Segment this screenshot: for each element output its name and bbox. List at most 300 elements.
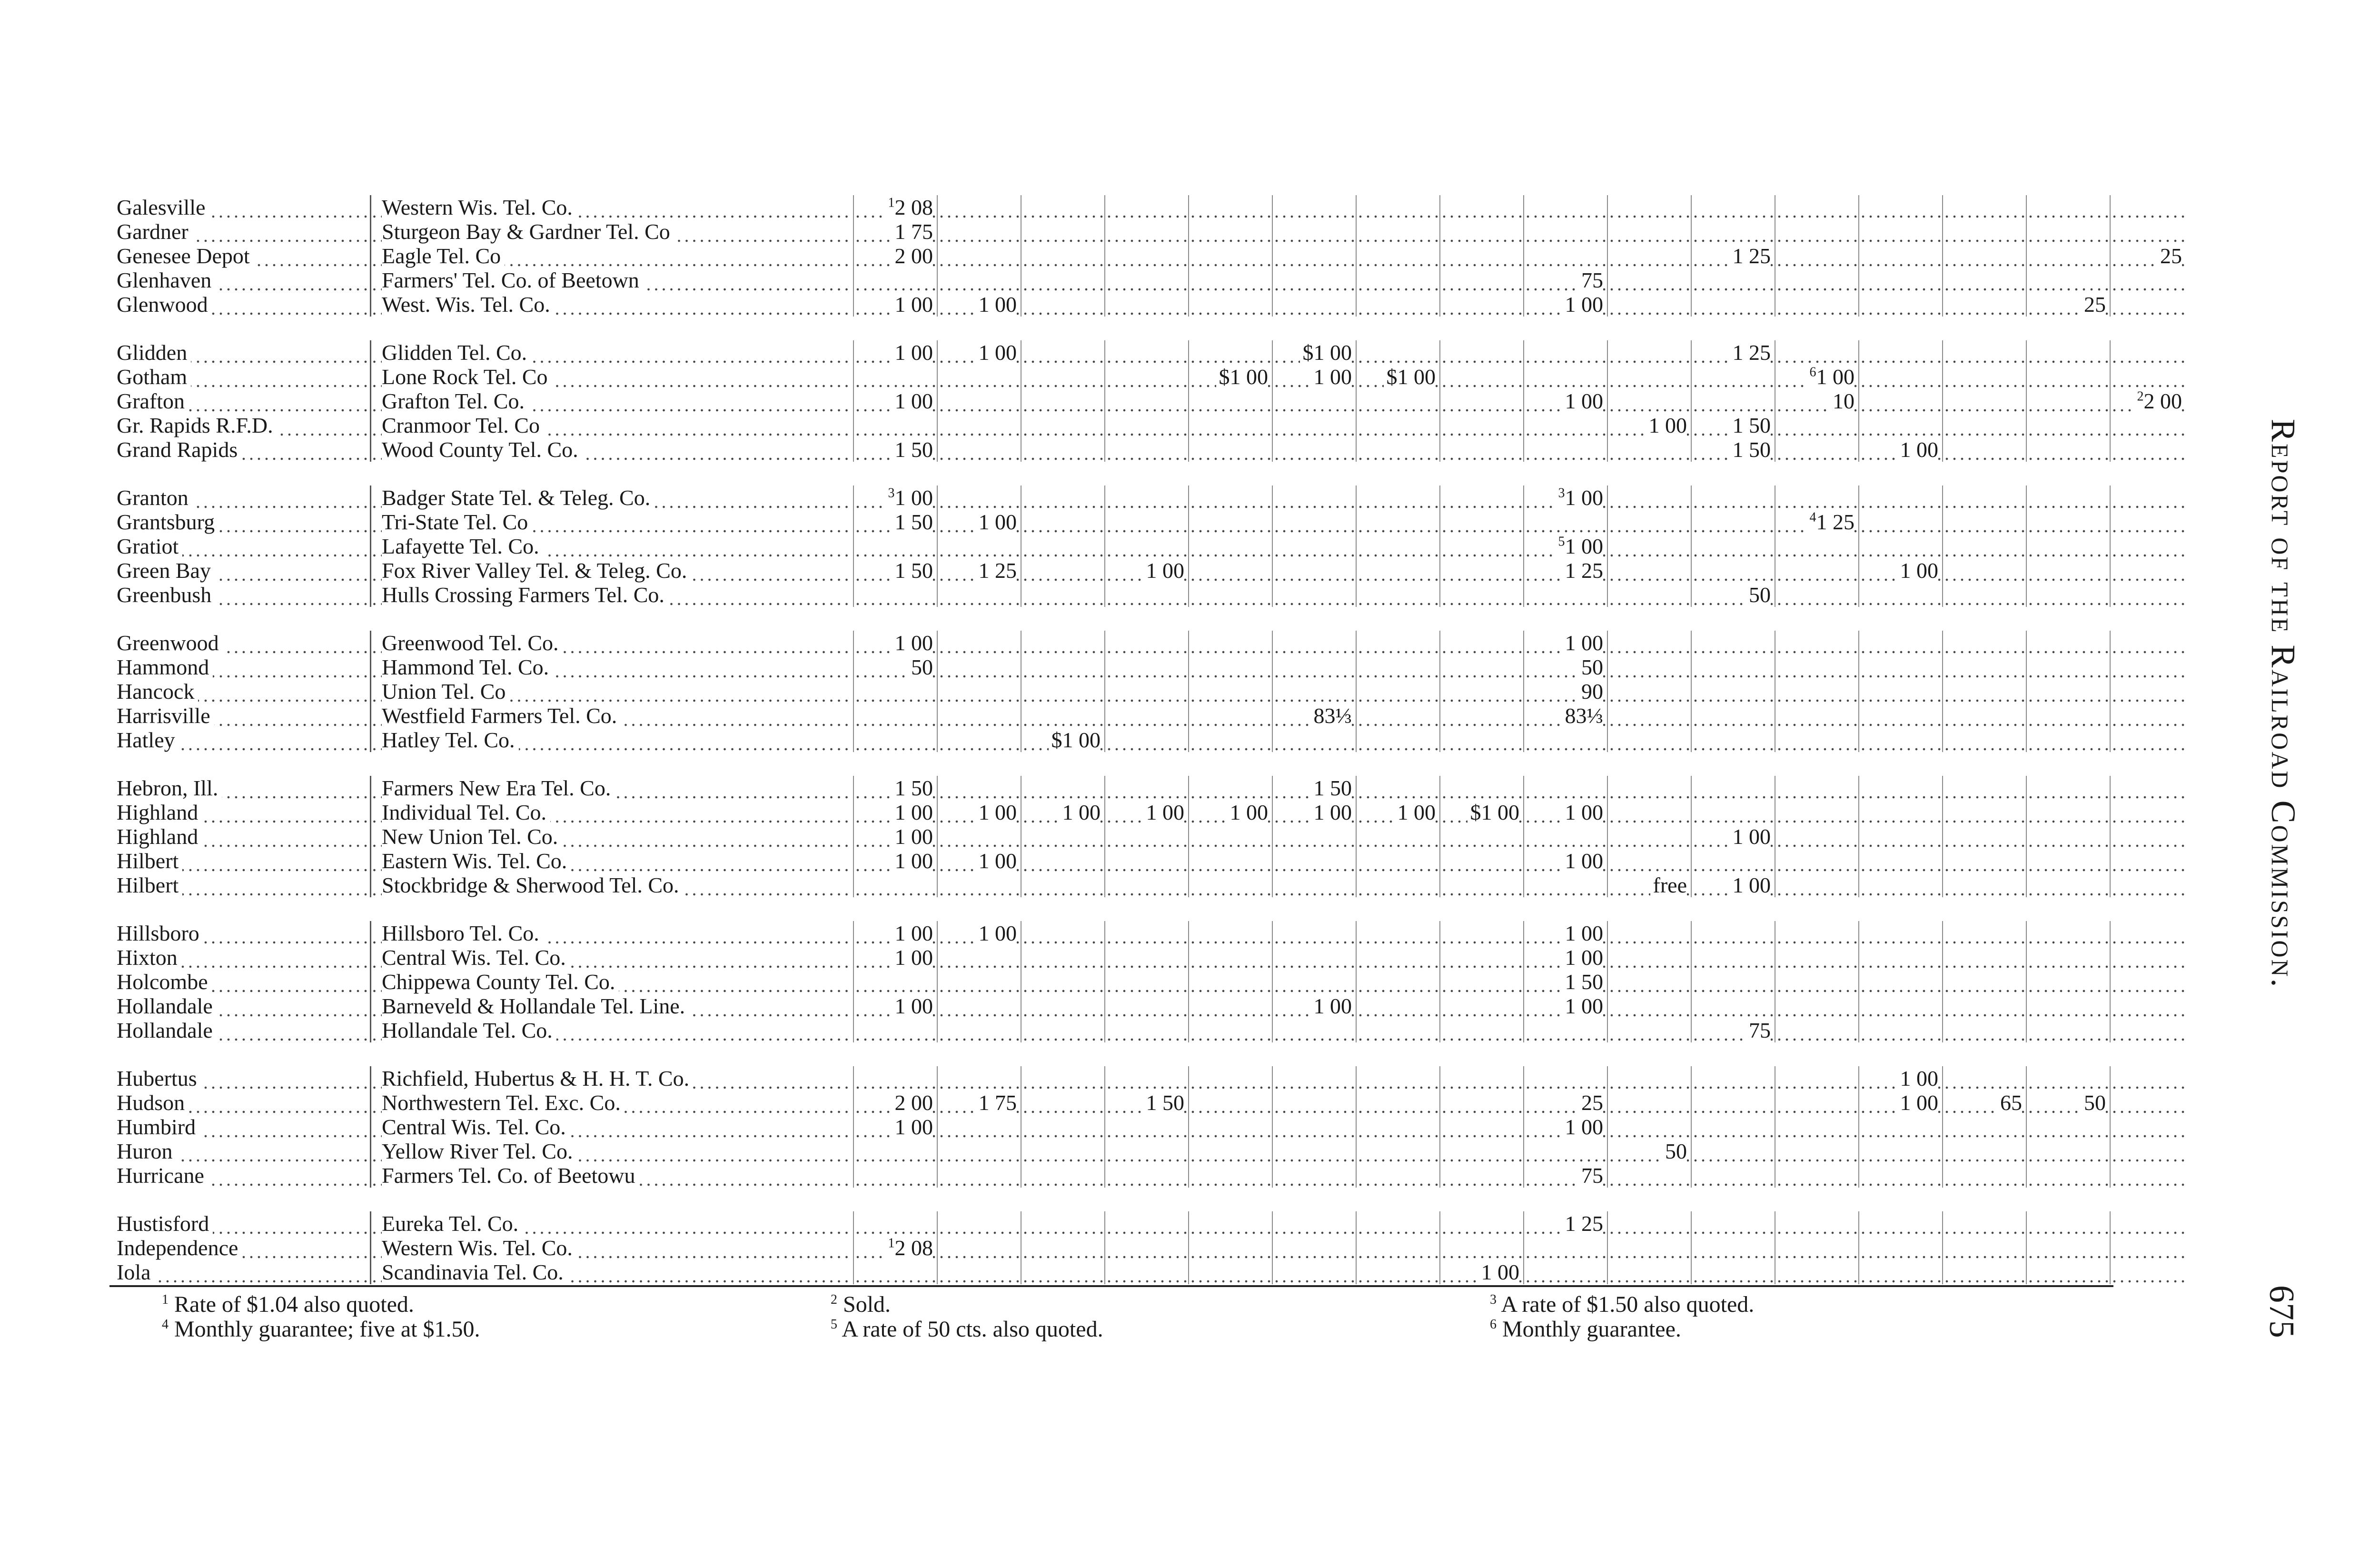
rate-cell <box>1440 195 1524 219</box>
rate-cell <box>2110 195 2186 219</box>
rate-cell <box>1356 1090 1440 1115</box>
rate-cell <box>1607 244 1691 268</box>
rate-cell <box>1775 510 1859 534</box>
rate-cell <box>1607 679 1691 704</box>
rate-value: 1 00 <box>978 510 1017 534</box>
place-name: Harrisville <box>109 704 371 728</box>
company-name: Grafton Tel. Co. <box>371 389 854 413</box>
company-name: Lone Rock Tel. Co <box>371 365 854 389</box>
company-name: Tri-State Tel. Co <box>371 510 854 534</box>
rate-cell <box>1524 873 1607 897</box>
table-row <box>109 558 2186 583</box>
rate-cell <box>1775 1260 1859 1284</box>
rate-value: 90 <box>1581 679 1603 704</box>
place-name: Iola <box>109 1260 371 1284</box>
rate-cell <box>937 631 1021 655</box>
rate-value: 1 00 <box>978 921 1017 945</box>
rate-cell <box>937 728 1021 752</box>
company-name: Hulls Crossing Farmers Tel. Co. <box>371 583 854 607</box>
rate-cell <box>1189 1163 1272 1188</box>
rate-cell <box>1859 1211 1943 1236</box>
place-name: Gr. Rapids R.F.D. <box>109 413 371 437</box>
rate-value: 50 <box>1665 1139 1687 1163</box>
rate-cell <box>1440 655 1524 679</box>
rate-cell <box>2026 486 2110 510</box>
rate-cell <box>2110 340 2186 365</box>
rate-cell <box>853 219 937 244</box>
rate-cell <box>1607 268 1691 292</box>
rate-cell <box>1859 945 1943 970</box>
rate-cell <box>937 534 1021 558</box>
company-name: Wood County Tel. Co. <box>371 437 854 462</box>
rate-cell <box>1607 849 1691 873</box>
place-name: Hebron, Ill. <box>109 776 371 800</box>
rate-value: 1 50 <box>894 437 933 462</box>
rate-cell <box>1691 1115 1775 1139</box>
place-name: Hillsboro <box>109 921 371 945</box>
rate-cell <box>2026 873 2110 897</box>
company-name: Hatley Tel. Co. <box>371 728 854 752</box>
rate-cell <box>1859 365 1943 389</box>
rate-cell <box>2110 873 2186 897</box>
rate-cell <box>853 1066 937 1090</box>
rate-cell <box>1607 945 1691 970</box>
rate-cell <box>1272 704 1356 728</box>
rate-cell <box>1021 1211 1105 1236</box>
rate-cell <box>2026 1018 2110 1042</box>
rate-cell <box>1189 437 1272 462</box>
rate-cell <box>1775 994 1859 1018</box>
rate-cell <box>853 776 937 800</box>
place-name: Galesville <box>109 195 371 219</box>
rate-cell <box>1105 776 1189 800</box>
rate-cell <box>1021 824 1105 849</box>
rate-cell <box>1524 510 1607 534</box>
rate-value: 1 00 <box>1313 994 1352 1018</box>
rate-cell <box>1943 534 2026 558</box>
rate-cell <box>1105 292 1189 317</box>
rate-cell <box>1859 583 1943 607</box>
rate-cell <box>2110 1163 2186 1188</box>
rate-cell <box>1943 945 2026 970</box>
rate-cell <box>937 413 1021 437</box>
rate-cell <box>1440 1163 1524 1188</box>
rate-cell <box>2110 534 2186 558</box>
rate-cell <box>1859 340 1943 365</box>
rate-value: 1 00 <box>978 849 1017 873</box>
rate-cell <box>1775 970 1859 994</box>
rate-cell <box>1189 873 1272 897</box>
rate-cell <box>1189 1260 1272 1284</box>
rate-cell <box>1859 728 1943 752</box>
rate-cell <box>1356 1211 1440 1236</box>
rate-cell <box>2110 921 2186 945</box>
rate-cell <box>1691 583 1775 607</box>
rate-cell <box>853 486 937 510</box>
rate-cell <box>1607 776 1691 800</box>
rate-cell <box>1859 1163 1943 1188</box>
company-name: West. Wis. Tel. Co. <box>371 292 854 317</box>
rate-cell <box>2110 1260 2186 1284</box>
rate-cell <box>1356 1236 1440 1260</box>
rate-cell <box>1775 292 1859 317</box>
rate-cell <box>1943 800 2026 824</box>
place-name: Glenwood <box>109 292 371 317</box>
rate-cell <box>1859 776 1943 800</box>
rate-cell <box>1272 534 1356 558</box>
rate-cell <box>1021 244 1105 268</box>
rate-cell <box>1189 945 1272 970</box>
rate-value: 1 00 <box>1648 413 1687 437</box>
rate-cell <box>1775 534 1859 558</box>
rate-cell <box>1775 679 1859 704</box>
rate-cell <box>2026 800 2110 824</box>
rate-value: 1 00 <box>894 800 933 824</box>
rate-cell <box>1356 776 1440 800</box>
rate-cell <box>1272 1090 1356 1115</box>
table-row <box>109 849 2186 873</box>
footnote-marker: 3 <box>888 486 895 501</box>
rate-cell <box>1691 437 1775 462</box>
rate-cell <box>937 1018 1021 1042</box>
rate-cell <box>1021 704 1105 728</box>
rate-cell <box>1356 849 1440 873</box>
rate-cell <box>1021 219 1105 244</box>
table-row <box>109 800 2186 824</box>
rate-cell <box>937 994 1021 1018</box>
rate-cell <box>1272 1018 1356 1042</box>
rate-cell <box>1021 776 1105 800</box>
rate-cell <box>1021 970 1105 994</box>
rate-cell <box>2110 413 2186 437</box>
rate-value: $1 00 <box>1051 728 1101 752</box>
rate-cell <box>1691 655 1775 679</box>
rate-value: 25 <box>2084 292 2106 317</box>
rate-cell <box>1272 365 1356 389</box>
rate-value: 75 <box>1749 1018 1771 1042</box>
company-name: Scandinavia Tel. Co. <box>371 1260 854 1284</box>
rate-value: 50 <box>2084 1090 2106 1115</box>
rate-cell <box>1356 292 1440 317</box>
table-row <box>109 1211 2186 1236</box>
rate-value: 1 00 <box>1397 800 1436 824</box>
rate-cell <box>1691 534 1775 558</box>
rate-cell <box>2026 365 2110 389</box>
rate-cell <box>1691 389 1775 413</box>
rate-cell <box>1775 873 1859 897</box>
rate-cell <box>1440 849 1524 873</box>
place-name: Huron <box>109 1139 371 1163</box>
rate-cell <box>1356 1066 1440 1090</box>
rate-cell <box>1524 776 1607 800</box>
rate-value: $1 00 <box>1302 340 1352 365</box>
footnote-5: $^5$ A rate of 50 cts. also quoted. <box>831 1317 1103 1342</box>
rate-cell <box>1607 437 1691 462</box>
rate-value: 1 00 <box>1900 558 1938 583</box>
footnote-marker: 4 <box>1809 510 1816 525</box>
rate-cell <box>1775 558 1859 583</box>
rate-value: 1 00 <box>894 389 933 413</box>
footnote-2: $^2$ Sold. <box>831 1292 891 1317</box>
rate-cell <box>1021 1139 1105 1163</box>
rate-cell <box>937 655 1021 679</box>
rate-value: 1 75 <box>978 1090 1017 1115</box>
rate-cell <box>2110 1090 2186 1115</box>
rate-cell <box>1440 583 1524 607</box>
table-row <box>109 195 2186 219</box>
rate-cell <box>2026 389 2110 413</box>
rate-value: 1 00 <box>894 824 933 849</box>
rate-value: 2 00 <box>894 244 933 268</box>
rate-cell <box>1524 921 1607 945</box>
rate-cell <box>1272 389 1356 413</box>
rate-cell <box>1943 1066 2026 1090</box>
table-row <box>109 244 2186 268</box>
rate-cell <box>1859 1018 1943 1042</box>
rate-cell <box>2026 1211 2110 1236</box>
rate-cell <box>1691 219 1775 244</box>
rate-cell <box>1943 824 2026 849</box>
rate-value: 1 00 <box>1565 389 1603 413</box>
rate-cell <box>1272 970 1356 994</box>
rate-cell <box>853 534 937 558</box>
rate-cell <box>1105 1236 1189 1260</box>
rate-value: 83⅓ <box>1313 704 1352 728</box>
rate-cell <box>1021 921 1105 945</box>
rate-cell <box>1775 849 1859 873</box>
rate-cell <box>1272 679 1356 704</box>
rate-cell <box>1524 558 1607 583</box>
rate-cell <box>1356 704 1440 728</box>
place-name: Hixton <box>109 945 371 970</box>
rate-cell <box>1607 921 1691 945</box>
rate-cell <box>1607 1163 1691 1188</box>
rate-cell <box>2110 679 2186 704</box>
rate-value: 1 00 <box>894 921 933 945</box>
rate-cell <box>1105 1115 1189 1139</box>
rate-value: 50 <box>1749 583 1771 607</box>
table-row <box>109 340 2186 365</box>
rate-cell <box>1607 1018 1691 1042</box>
rate-cell <box>1775 1163 1859 1188</box>
rate-cell <box>1943 219 2026 244</box>
rate-cell <box>1440 268 1524 292</box>
table-row <box>109 776 2186 800</box>
rate-cell <box>1272 510 1356 534</box>
rate-cell <box>2110 655 2186 679</box>
rate-cell <box>1440 340 1524 365</box>
rate-cell <box>853 1236 937 1260</box>
rate-value: 1 00 <box>978 340 1017 365</box>
rate-cell <box>2110 776 2186 800</box>
rate-cell <box>1272 268 1356 292</box>
rate-cell <box>1189 1090 1272 1115</box>
rate-cell <box>1105 1018 1189 1042</box>
page-number: 675 <box>2262 1285 2301 1338</box>
rate-cell <box>2110 631 2186 655</box>
rate-cell <box>1105 534 1189 558</box>
rate-cell <box>2110 800 2186 824</box>
rate-cell <box>1775 195 1859 219</box>
rate-cell <box>2110 437 2186 462</box>
rate-cell <box>1105 631 1189 655</box>
rate-value: 1 00 <box>1230 800 1268 824</box>
rate-cell <box>1775 583 1859 607</box>
rate-cell <box>1356 945 1440 970</box>
rate-value: 1 00 <box>1732 824 1771 849</box>
rate-cell <box>1440 679 1524 704</box>
rate-cell <box>853 679 937 704</box>
rate-cell <box>937 365 1021 389</box>
rate-cell <box>2026 1260 2110 1284</box>
rate-cell <box>1272 1066 1356 1090</box>
table-row <box>109 389 2186 413</box>
rate-cell <box>1272 631 1356 655</box>
company-name: Greenwood Tel. Co. <box>371 631 854 655</box>
rate-cell <box>1356 824 1440 849</box>
place-name: Glenhaven <box>109 268 371 292</box>
company-name: Western Wis. Tel. Co. <box>371 1236 854 1260</box>
company-name: Eureka Tel. Co. <box>371 1211 854 1236</box>
rate-cell <box>1021 1163 1105 1188</box>
rate-cell <box>1356 631 1440 655</box>
rate-cell <box>1440 1018 1524 1042</box>
rate-cell <box>2026 1115 2110 1139</box>
rate-cell <box>1356 800 1440 824</box>
rate-cell <box>2026 824 2110 849</box>
rate-cell <box>1775 486 1859 510</box>
rate-cell <box>1775 413 1859 437</box>
rate-cell <box>1189 824 1272 849</box>
table-row <box>109 945 2186 970</box>
rate-cell <box>1356 679 1440 704</box>
rate-cell <box>1356 195 1440 219</box>
rate-cell <box>1607 1139 1691 1163</box>
rate-cell <box>1775 340 1859 365</box>
rate-value: 1 00 <box>894 945 933 970</box>
rate-cell <box>1356 1018 1440 1042</box>
rate-value: $1 00 <box>1470 800 1519 824</box>
rate-cell <box>1607 365 1691 389</box>
rate-value: 1 25 <box>978 558 1017 583</box>
rate-cell <box>853 970 937 994</box>
rate-cell <box>1105 268 1189 292</box>
rate-cell <box>2110 824 2186 849</box>
rate-cell <box>1021 510 1105 534</box>
rate-cell <box>1607 219 1691 244</box>
running-title: Report of the Railroad Commission. <box>2264 419 2302 989</box>
rate-cell <box>1021 679 1105 704</box>
company-name: Hillsboro Tel. Co. <box>371 921 854 945</box>
rate-cell <box>1524 195 1607 219</box>
group-spacer <box>109 1042 2186 1066</box>
rate-cell <box>1775 1018 1859 1042</box>
rate-cell <box>1691 268 1775 292</box>
rate-cell <box>1021 292 1105 317</box>
rate-cell <box>1272 1211 1356 1236</box>
rate-cell <box>937 1163 1021 1188</box>
rate-cell <box>853 1090 937 1115</box>
rate-cell <box>2026 994 2110 1018</box>
rate-cell <box>1272 655 1356 679</box>
company-name: Eastern Wis. Tel. Co. <box>371 849 854 873</box>
rate-cell <box>1356 244 1440 268</box>
rate-cell <box>1189 728 1272 752</box>
rate-cell <box>1524 268 1607 292</box>
rate-cell <box>1943 195 2026 219</box>
rate-cell <box>1691 244 1775 268</box>
rate-value: 1 25 <box>1732 340 1771 365</box>
rate-cell <box>937 824 1021 849</box>
rate-cell <box>1859 413 1943 437</box>
rate-cell <box>1356 970 1440 994</box>
rate-cell <box>1607 1090 1691 1115</box>
rate-cell <box>2110 1115 2186 1139</box>
rate-cell <box>1021 558 1105 583</box>
rate-cell <box>1943 1090 2026 1115</box>
table-row <box>109 413 2186 437</box>
rate-cell <box>937 583 1021 607</box>
rate-cell <box>2110 558 2186 583</box>
table-row <box>109 994 2186 1018</box>
rate-cell <box>1356 1139 1440 1163</box>
rate-cell <box>1607 1260 1691 1284</box>
place-name: Hilbert <box>109 873 371 897</box>
rate-cell <box>1691 994 1775 1018</box>
rate-cell <box>2026 244 2110 268</box>
rate-cell <box>2026 583 2110 607</box>
rate-value: 1 00 <box>1565 1115 1603 1139</box>
rate-value: 1 50 <box>1565 970 1603 994</box>
rate-cell <box>1356 655 1440 679</box>
rate-cell <box>1943 1018 2026 1042</box>
rate-value: 1 00 <box>894 1115 933 1139</box>
place-name: Grand Rapids <box>109 437 371 462</box>
rate-cell <box>1272 1163 1356 1188</box>
rate-cell <box>1105 849 1189 873</box>
rate-cell <box>1189 486 1272 510</box>
rate-cell <box>1272 921 1356 945</box>
rate-cell <box>853 1260 937 1284</box>
rate-cell <box>1524 1139 1607 1163</box>
rate-cell <box>1440 534 1524 558</box>
rate-cell <box>2026 534 2110 558</box>
rate-cell <box>1943 510 2026 534</box>
rate-cell <box>1775 921 1859 945</box>
rate-cell <box>853 1018 937 1042</box>
rate-cell <box>1356 389 1440 413</box>
rate-value: 1 50 <box>1313 776 1352 800</box>
rate-cell <box>1607 558 1691 583</box>
rate-cell <box>1607 970 1691 994</box>
rate-cell <box>1943 558 2026 583</box>
rate-cell <box>1356 728 1440 752</box>
company-name: Fox River Valley Tel. & Teleg. Co. <box>371 558 854 583</box>
rate-cell <box>1943 413 2026 437</box>
rate-cell <box>937 1090 1021 1115</box>
rate-cell <box>1775 219 1859 244</box>
place-name: Hilbert <box>109 849 371 873</box>
footnote-6: $^6$ Monthly guarantee. <box>1490 1317 1681 1342</box>
footnote-3: $^3$ A rate of $1.50 also quoted. <box>1490 1292 1755 1317</box>
company-name: New Union Tel. Co. <box>371 824 854 849</box>
footnote-rule <box>109 1285 2113 1287</box>
rate-cell <box>1859 219 1943 244</box>
rate-cell <box>1691 1260 1775 1284</box>
rate-cell <box>1440 219 1524 244</box>
rate-cell <box>1021 437 1105 462</box>
rate-cell <box>1356 413 1440 437</box>
